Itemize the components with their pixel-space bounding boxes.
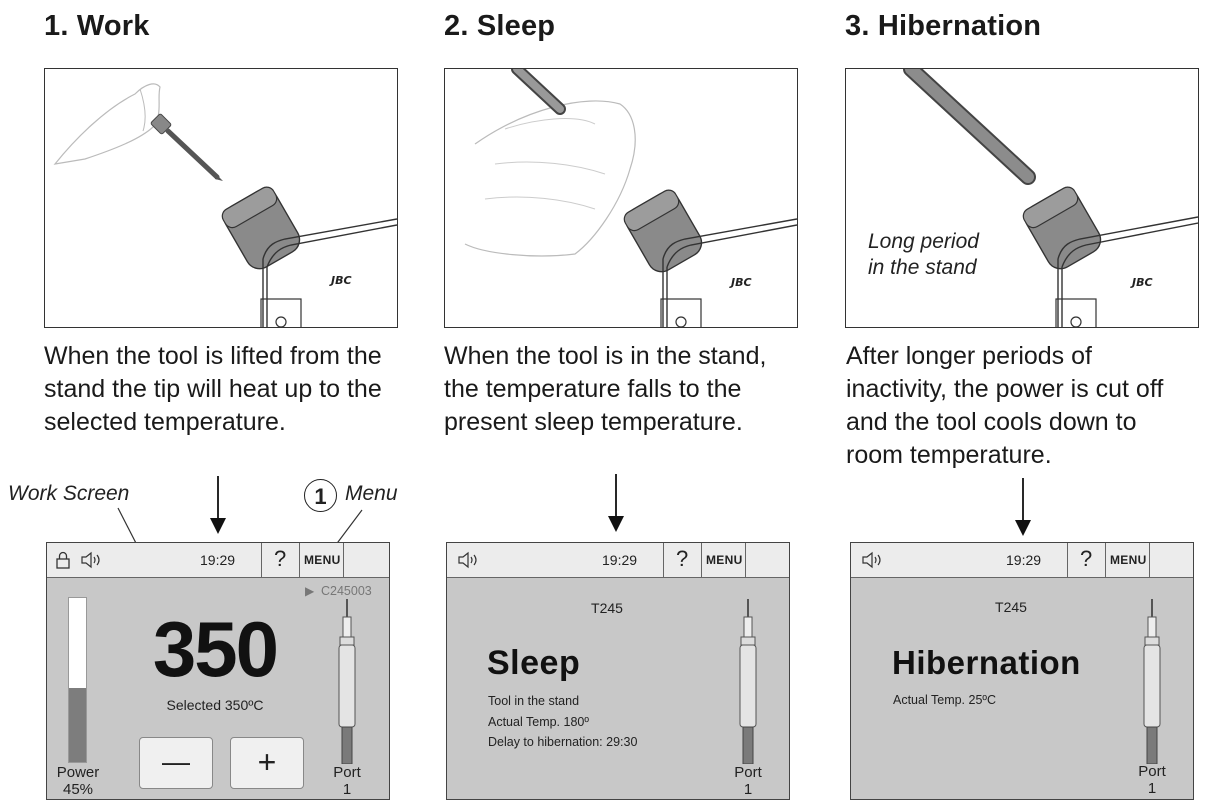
menu-label: MENU bbox=[304, 553, 341, 567]
help-label: ? bbox=[1080, 546, 1093, 571]
decrease-button[interactable]: — bbox=[139, 737, 213, 789]
soldering-tool-icon bbox=[1137, 599, 1167, 764]
tool-model: T245 bbox=[591, 600, 623, 616]
down-arrow-icon bbox=[208, 476, 228, 536]
description-line: the temperature falls to the bbox=[444, 375, 742, 403]
jbc-logo: JBC bbox=[731, 276, 752, 289]
description-line: After longer periods of bbox=[846, 342, 1092, 370]
status-title: Sleep bbox=[487, 644, 581, 682]
clock-time: 19:29 bbox=[1006, 552, 1042, 568]
sound-icon[interactable] bbox=[457, 551, 479, 574]
jbc-logo: JBC bbox=[1132, 276, 1153, 289]
down-arrow-icon bbox=[606, 474, 626, 534]
menu-button[interactable] bbox=[701, 543, 746, 577]
menu-callout: Menu bbox=[345, 482, 398, 505]
work-heading: 1. Work bbox=[44, 10, 150, 42]
description-line: When the tool is lifted from the bbox=[44, 342, 382, 370]
menu-button[interactable] bbox=[1105, 543, 1150, 577]
detail-line: Delay to hibernation: 29:30 bbox=[488, 735, 638, 749]
empty-cell bbox=[1149, 543, 1194, 577]
help-button[interactable] bbox=[261, 543, 300, 577]
description-line: selected temperature. bbox=[44, 408, 286, 436]
port-value: 1 bbox=[743, 781, 753, 798]
increase-button[interactable]: + bbox=[230, 737, 304, 789]
status-details bbox=[893, 690, 996, 711]
power-bar-fill bbox=[69, 688, 86, 762]
port-label: Port bbox=[333, 764, 361, 781]
port-label: Port bbox=[734, 764, 762, 781]
temperature-display: 350 bbox=[152, 605, 278, 693]
menu-number-badge: 1 bbox=[304, 479, 337, 512]
down-arrow-icon bbox=[1013, 478, 1033, 538]
detail-line: Actual Temp. 25ºC bbox=[893, 693, 996, 707]
play-icon: ▶ bbox=[305, 584, 315, 598]
description-line: and the tool cools down to bbox=[846, 408, 1137, 436]
work-screen-callout: Work Screen bbox=[8, 482, 130, 505]
port-value: 1 bbox=[342, 781, 352, 798]
hibernation-screen bbox=[850, 542, 1194, 800]
hibernation-heading: 3. Hibernation bbox=[845, 10, 1042, 42]
sleep-screen bbox=[446, 542, 790, 800]
port-readout bbox=[726, 764, 770, 798]
menu-button[interactable] bbox=[299, 543, 344, 577]
power-value: 45% bbox=[62, 781, 94, 798]
description-line: inactivity, the power is cut off bbox=[846, 375, 1164, 403]
detail-line: Actual Temp. 180º bbox=[488, 714, 589, 729]
status-bar bbox=[851, 543, 1193, 578]
sound-icon[interactable] bbox=[80, 551, 102, 574]
help-label: ? bbox=[274, 546, 287, 571]
power-bar bbox=[68, 597, 87, 763]
tool-code: C245003 bbox=[321, 584, 372, 598]
description-line: When the tool is in the stand, bbox=[444, 342, 767, 370]
description-line: stand the tip will heat up to the bbox=[44, 375, 382, 403]
port-readout bbox=[1130, 763, 1174, 797]
soldering-tool-icon bbox=[733, 599, 763, 764]
sleep-heading: 2. Sleep bbox=[444, 10, 556, 42]
sound-icon[interactable] bbox=[861, 551, 883, 574]
status-bar bbox=[447, 543, 789, 578]
caption-line: in the stand bbox=[868, 256, 977, 279]
menu-label: MENU bbox=[706, 553, 743, 567]
power-readout bbox=[47, 764, 109, 798]
port-label: Port bbox=[1138, 763, 1166, 780]
selected-temperature: Selected 350ºC bbox=[166, 697, 264, 713]
tool-model: T245 bbox=[995, 599, 1027, 615]
port-readout bbox=[325, 764, 369, 798]
empty-cell bbox=[745, 543, 790, 577]
power-label: Power bbox=[56, 764, 100, 781]
empty-cell bbox=[343, 543, 390, 577]
work-screen bbox=[46, 542, 390, 800]
help-button[interactable] bbox=[663, 543, 702, 577]
description-line: present sleep temperature. bbox=[444, 408, 743, 436]
port-value: 1 bbox=[1147, 780, 1157, 797]
jbc-logo: JBC bbox=[331, 274, 352, 287]
description-line: room temperature. bbox=[846, 441, 1052, 469]
clock-time: 19:29 bbox=[602, 552, 638, 568]
help-label: ? bbox=[676, 546, 689, 571]
status-bar bbox=[47, 543, 389, 578]
help-button[interactable] bbox=[1067, 543, 1106, 577]
status-title: Hibernation bbox=[892, 644, 1081, 681]
status-details bbox=[488, 691, 637, 753]
menu-label: MENU bbox=[1110, 553, 1147, 567]
soldering-tool-icon bbox=[332, 599, 362, 764]
detail-line: Tool in the stand bbox=[488, 694, 580, 708]
lock-icon[interactable] bbox=[55, 551, 71, 574]
caption-line: Long period bbox=[868, 230, 979, 253]
clock-time: 19:29 bbox=[200, 552, 236, 568]
